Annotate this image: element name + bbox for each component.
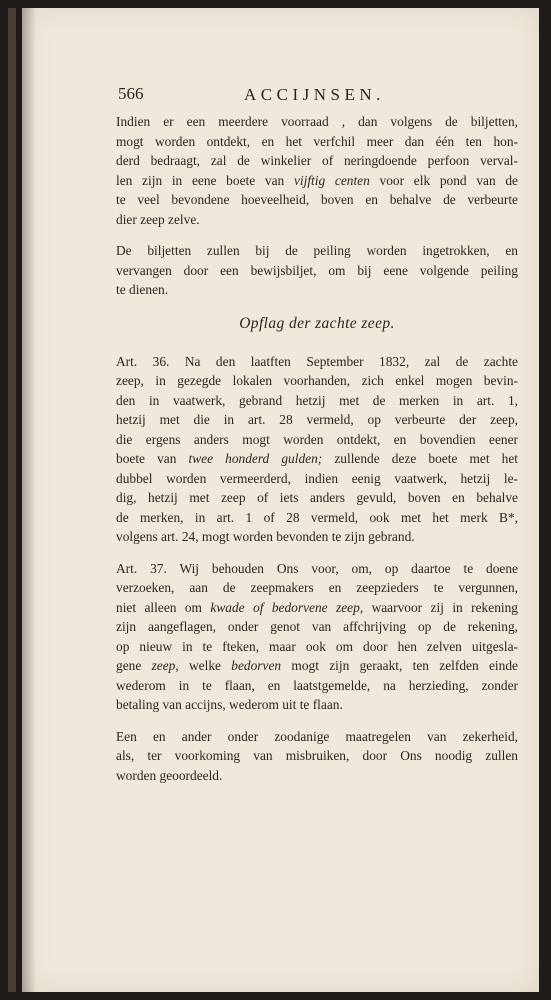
text-line: Een en ander onder zoodanige maatregelen van zekerheid, <box>116 728 518 744</box>
italic-spoiled-soap: kwade of bedorvene zeep <box>210 599 360 615</box>
text-line: mogt worden ontdekt, en het verfchil meer dan één ten hon- <box>116 133 518 149</box>
text-line: hetzij met die in art. 28 vermeld, op verbeurte der zeep, <box>116 412 518 427</box>
italic-soap: zeep <box>151 658 176 673</box>
text-line <box>116 449 518 469</box>
text-run: voor elk pond van de <box>369 172 518 188</box>
text-line: betaling van accijns, wederom uit te flaan. <box>116 697 343 712</box>
text-line: Art. 37. Wij behouden Ons voor, om, op daartoe te doene <box>116 560 518 576</box>
text-run: len zijn in eene boete van <box>116 172 294 188</box>
page-number: 566 <box>118 84 144 103</box>
text-line: die ergens anders mogt worden ontdekt, en bovendien eener <box>116 431 518 447</box>
running-head <box>116 84 518 112</box>
article-37 <box>116 559 518 715</box>
paragraph-final <box>116 727 518 786</box>
text-line: de merken, in art. 1 of 28 vermeld, ook met het merk B*, <box>116 509 518 525</box>
text-line: worden geoordeeld. <box>116 767 223 783</box>
text-run: , welke <box>175 658 232 673</box>
text-line: volgens art. 24, mogt worden bevonden te zijn gebrand. <box>116 529 415 544</box>
text-run: zullende deze boete met het <box>322 451 518 466</box>
text-line: te veel bevondene hoeveelheid, boven en behalve de verbeurte <box>116 192 518 207</box>
paragraph-tickets <box>116 241 518 300</box>
text-line <box>116 656 518 676</box>
running-title: ACCIJNSEN. <box>244 85 385 104</box>
article-36 <box>116 352 518 547</box>
text-line <box>116 598 518 618</box>
text-run: , waarvoor zij in rekening <box>359 599 519 615</box>
text-run: mogt zijn geraakt, ten zelfden einde <box>281 658 518 673</box>
text-line: dier zeep zelve. <box>116 211 200 227</box>
italic-spoiled: bedorven <box>231 658 282 673</box>
text-line: zijn aangeflagen, onder genot van affchrijving op de rekening, <box>116 619 518 634</box>
text-line: te dienen. <box>116 282 169 297</box>
text-line <box>116 171 518 191</box>
text-run: boete van <box>116 451 189 466</box>
text-line: dubbel worden vermeerderd, indien eenig vaatwerk, hetzij le- <box>116 470 518 486</box>
text-line: zeep, in gezegde lokalen voorhanden, zich enkel mogen bevin- <box>116 373 518 388</box>
text-line: Indien er een meerdere voorraad , dan volgens de biljetten, <box>116 114 518 129</box>
text-line: verzoeken, aan de zeepmakers en zeepzieders te vergunnen, <box>116 580 518 595</box>
text-line: den in vaatwerk, gebrand hetzij met de merken in art. 1, <box>116 392 518 408</box>
section-heading: Opflag der zachte zeep. <box>239 314 395 332</box>
paragraph-surplus-stock <box>116 112 518 229</box>
text-line: wederom in te flaan, en laatstgemelde, na herzieding, zonder <box>116 677 518 693</box>
text-line: vervangen door een bewijsbiljet, om bij eene volgende peiling <box>116 262 518 278</box>
text-line: dig, hetzij met zeep of iets anders gevuld, boven en behalve <box>116 490 518 505</box>
binding-edge <box>8 8 16 992</box>
text-line: als, ter voorkoming van misbruiken, door Ons noodig zullen <box>116 748 518 763</box>
gutter-shadow <box>22 8 36 992</box>
text-line: Art. 36. Na den laatften September 1832, zal de zachte <box>116 353 518 369</box>
italic-penalty: vijftig centen <box>293 172 370 188</box>
text-line: De biljetten zullen bij de peiling worden ingetrokken, en <box>116 243 518 258</box>
page-text <box>116 84 518 785</box>
italic-fine: twee honderd gulden; <box>188 451 323 466</box>
text-run: niet alleen om <box>116 599 211 615</box>
text-run: gene <box>116 658 152 673</box>
text-line: derd bedraagt, zal de winkelier of neringdoende perfoon verval- <box>116 153 518 168</box>
text-line: op nieuw in te fteken, maar ook om door hen zelven uitgesla- <box>116 638 518 654</box>
